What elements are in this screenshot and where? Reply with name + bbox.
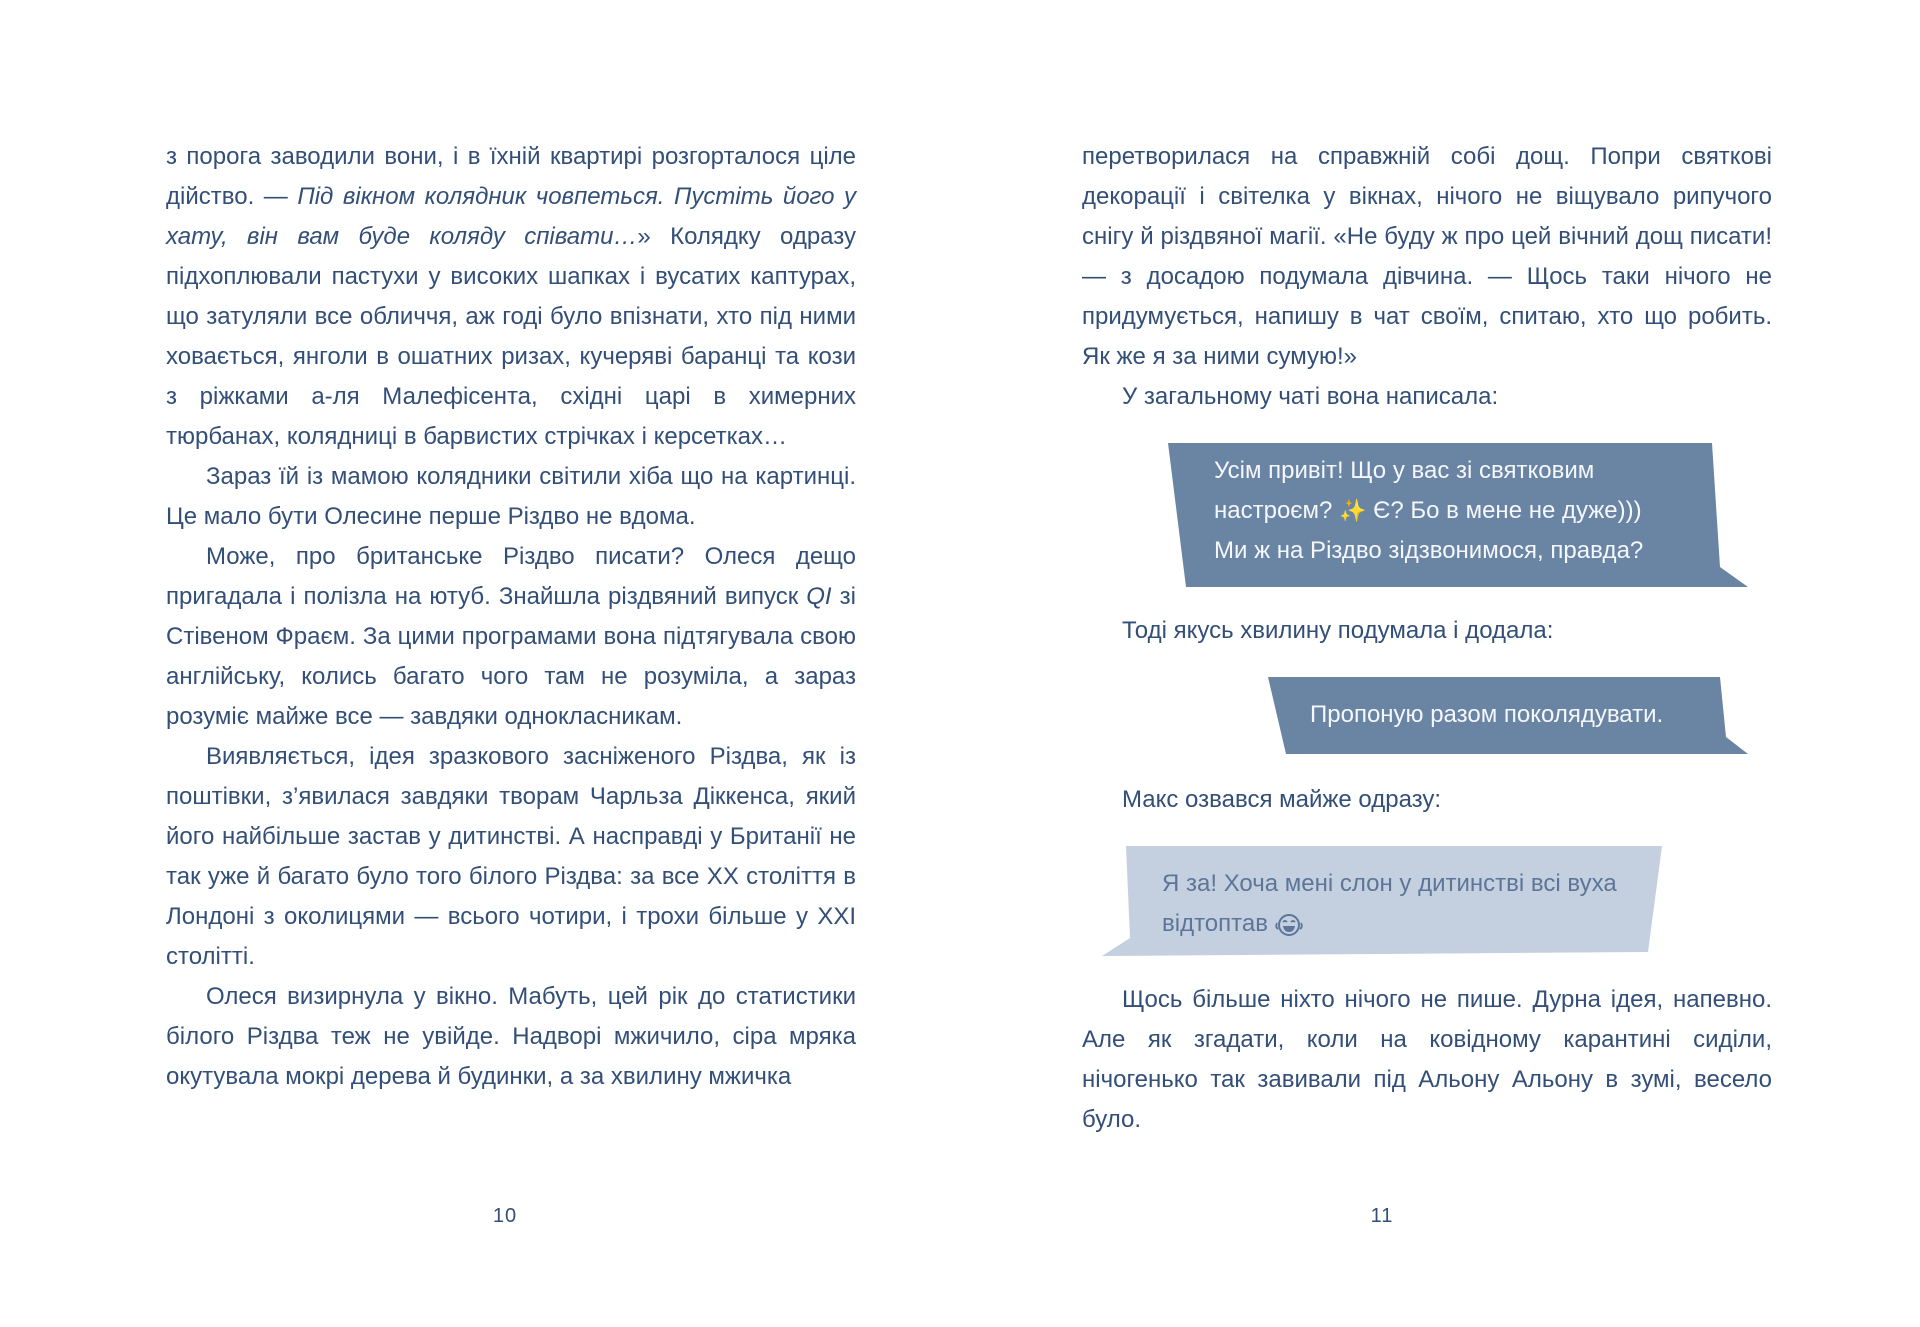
paragraph: Тоді якусь хвилину подумала і додала: (1122, 617, 1554, 644)
show-title: QI (806, 583, 832, 610)
chat-line: настроєм? ✨ Є? Бо в мене не дуже))) (1214, 491, 1748, 531)
left-text-column (166, 137, 856, 1097)
paragraph: Може, про британське Різдво писати? Олеся дещо пригадала і полізла на ютуб. Знайшла різдвяний випуск QI зі Стівеном Фраєм. За цими програмами вона підтягувала свою англійську, колись багато чого там не розуміла, а зараз розуміє майже все — завдяки однокласникам. (166, 543, 857, 730)
chat-bubble-max (1102, 846, 1662, 956)
paragraph: Щось більше ніхто нічого не пише. Дурна ідея, напевно. Але як згадати, коли на ковідному карантині сиділи, нічогенько так завивали під Альону Альону в зумі, весело було. (1082, 986, 1772, 1133)
chat-line: Пропоную разом поколядувати. (1310, 701, 1664, 728)
paragraph: Зараз їй із мамою колядники світили хіба що на картинці. Це мало бути Олесине перше Різдво не вдома. (166, 463, 856, 530)
carol-quote: Під вікном колядник човпеться. Пустіть його у хату, він вам буде коляду співати… (166, 183, 856, 250)
chat-line: Ми ж на Різдво зідзвонимося, правда? (1214, 537, 1644, 564)
paragraph: з порога заводили вони, і в їхній квартирі розгорталося ціле дійство. — Під вікном колядник човпеться. Пустіть його у хату, він вам буде коляду співати…» Колядку одразу підхоплювали пастухи у високих шапках і вусатих каптурах, що затуляли все обличчя, аж годі було впізнати, хто під ними ховається, янголи в ошатних ризах, кучеряві баранці та кози з ріжками а-ля Малефісента, східні царі в химерних тюрбанах, колядниці в барвистих стрічках і керсетках… (166, 143, 856, 450)
chat-line: Я за! Хоча мені слон у дитинстві всі вуха (1162, 870, 1617, 897)
chat-line: Усім привіт! Що у вас зі святковим (1214, 457, 1595, 484)
chat-line: відтоптав (1162, 904, 1662, 944)
laughing-tears-icon (1274, 912, 1304, 938)
paragraph: Олеся визирнула у вікно. Мабуть, цей рік до статистики білого Різдва теж не увійде. Надворі мжичило, сіра мряка окутувала мокрі дерева й будинки, а за хвилину мжичка (166, 983, 856, 1090)
chat-bubble-olesya-2 (1268, 677, 1748, 754)
right-text-column (1082, 137, 1772, 1140)
page-number: 11 (1370, 1205, 1394, 1227)
right-page (960, 0, 1920, 1327)
paragraph: Макс озвався майже одразу: (1122, 786, 1442, 813)
sparkles-icon: ✨ (1339, 498, 1367, 523)
paragraph: У загальному чаті вона написала: (1122, 383, 1499, 410)
paragraph: Виявляється, ідея зразкового засніженого Різдва, як із поштівки, з’явилася завдяки творам Чарльза Діккенса, який його найбільше застав у дитинстві. А насправді у Британії не так уже й багато було того білого Різдва: за все XX століття в Лондоні з околицями — всього чотири, і трохи більше у XXI столітті. (166, 743, 856, 970)
page-number: 10 (492, 1205, 518, 1227)
paragraph: перетворилася на справжній собі дощ. Попри святкові декорації і світелка у вікнах, нічого не віщувало рипучого снігу й різдвяної магії. «Не буду ж про цей вічний дощ писати! — з досадою подумала дівчина. — Щось таки нічого не придумується, напишу в чат своїм, спитаю, хто що робить. Як же я за ними сумую!» (1082, 143, 1772, 370)
chat-bubble-olesya-1 (1168, 443, 1748, 587)
